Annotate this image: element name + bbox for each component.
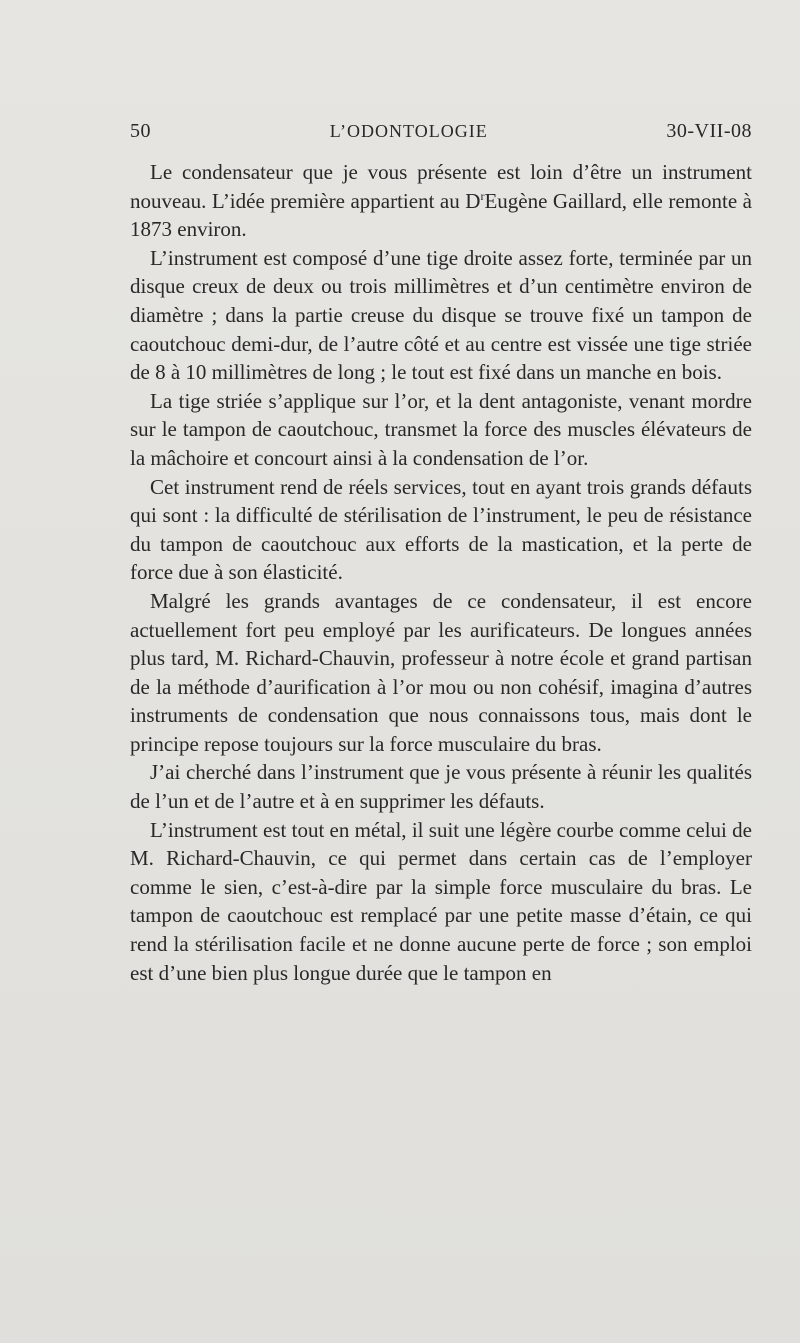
paragraph-4: Cet instrument rend de réels services, tout en ayant trois grands défauts qui sont : la difficulté de stérilisation de l’instrument, le peu de résistance du tampon de caoutchouc aux efforts de la mastication, et la perte de force due à son élasticité. [130,474,752,585]
issue-date: 30-VII-08 [666,120,752,142]
paragraph-1-text-a: Le condensateur que je vous présente est loin d’être un instrument nouveau. L’idée première appartient au D [130,160,752,213]
page-number: 50 [130,120,151,142]
paragraph-1 [130,158,752,244]
article-body [130,158,752,987]
paragraph-3: La tige striée s’applique sur l’or, et la dent antagoniste, venant mordre sur le tampon de caoutchouc, transmet la force des muscles élévateurs de la mâchoire et concourt ainsi à la condensation de l’or. [130,388,752,470]
journal-title: L’ODONTOLOGIE [329,121,488,141]
paragraph-5: Malgré les grands avantages de ce condensateur, il est encore actuellement fort peu employé par les aurificateurs. De longues années plus tard, M. Richard-Chauvin, professeur à notre école et grand partisan de la méthode d’aurification à l’or mou ou non cohésif, imagina d’autres instruments de condensation que nous connaissons tous, mais dont le principe repose toujours sur la force musculaire du bras. [130,588,752,756]
paragraph-1-text-b: Eugène Gaillard, elle remonte à 1873 environ. [130,188,752,242]
paragraph-7: L’instrument est tout en métal, il suit une légère courbe comme celui de M. Richard-Chauvin, ce qui permet dans certain cas de l’employer comme le sien, c’est-à-dire par la simple force musculaire du bras. Le tampon de caoutchouc est remplacé par une petite masse d’étain, ce qui rend la stérilisation facile et ne donne aucune perte de force ; son emploi est d’une bien plus longue durée que le tampon en [130,817,752,985]
paragraph-2: L’instrument est composé d’une tige droite assez forte, terminée par un disque creux de deux ou trois millimètres et d’un centimètre environ de diamètre ; dans la partie creuse du disque se trouve fixé un tampon de caoutchouc demi-dur, de l’autre côté et au centre est vissée une tige striée de 8 à 10 millimètres de long ; le tout est fixé dans un manche en bois. [130,245,752,385]
paragraph-6: J’ai cherché dans l’instrument que je vous présente à réunir les qualités de l’un et de l’autre et à en supprimer les défauts. [130,760,752,814]
running-header [130,120,752,150]
doctor-abbrev-superscript: r [480,188,485,203]
